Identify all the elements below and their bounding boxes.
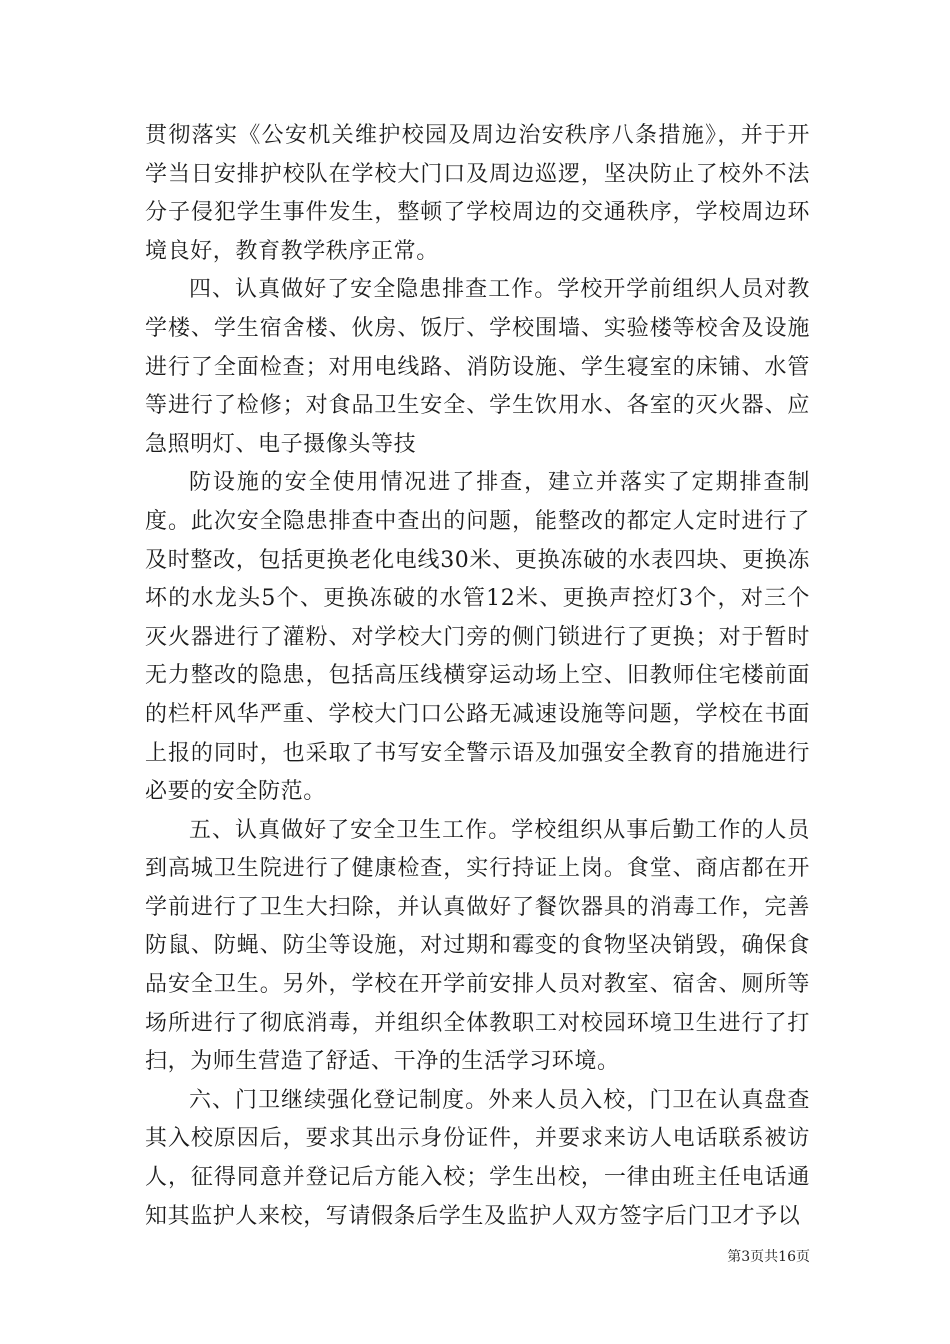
page-number: 第3页共16页	[727, 1249, 810, 1265]
document-body	[145, 117, 810, 1236]
paragraph: 五、认真做好了安全卫生工作。学校组织从事后勤工作的人员到高城卫生院进行了健康检查，实行持证上岗。食堂、商店都在开学前进行了卫生大扫除，并认真做好了餐饮器具的消毒工作，完善防鼠、防蝇、防尘等设施，对过期和霉变的食物坚决销毁，确保食品安全卫生。另外，学校在开学前安排人员对教室、宿舍、厕所等场所进行了彻底消毒，并组织全体教职工对校园环境卫生进行了打扫，为师生营造了舒适、干净的生活学习环境。	[145, 817, 810, 1075]
paragraph: 贯彻落实《公安机关维护校园及周边治安秩序八条措施》，并于开学当日安排护校队在学校大门口及周边巡逻，坚决防止了校外不法分子侵犯学生事件发生，整顿了学校周边的交通秩序，学校周边环境良好，教育教学秩序正常。	[145, 123, 810, 264]
paragraph: 四、认真做好了安全隐患排查工作。学校开学前组织人员对教学楼、学生宿舍楼、伙房、饭厅、学校围墙、实验楼等校舍及设施进行了全面检查；对用电线路、消防设施、学生寝室的床铺、水管等进行了检修；对食品卫生安全、学生饮用水、各室的灭火器、应急照明灯、电子摄像头等技	[145, 277, 810, 457]
paragraph: 防设施的安全使用情况进了排查，建立并落实了定期排查制度。此次安全隐患排查中查出的问题，能整改的都定人定时进行了及时整改，包括更换老化电线30米、更换冻破的水表四块、更换冻坏的水龙头5个、更换冻破的水管12米、更换声控灯3个，对三个灭火器进行了灌粉、对学校大门旁的侧门锁进行了更换；对于暂时无力整改的隐患，包括高压线横穿运动场上空、旧教师住宅楼前面的栏杆风华严重、学校大门口公路无减速设施等问题，学校在书面上报的同时，也采取了书写安全警示语及加强安全教育的措施进行必要的安全防范。	[145, 470, 810, 805]
paragraph: 六、门卫继续强化登记制度。外来人员入校，门卫在认真盘查其入校原因后，要求其出示身份证件，并要求来访人电话联系被访人，征得同意并登记后方能入校；学生出校，一律由班主任电话通知其监护人来校，写请假条后学生及监护人双方签字后门卫才予以	[145, 1087, 810, 1229]
